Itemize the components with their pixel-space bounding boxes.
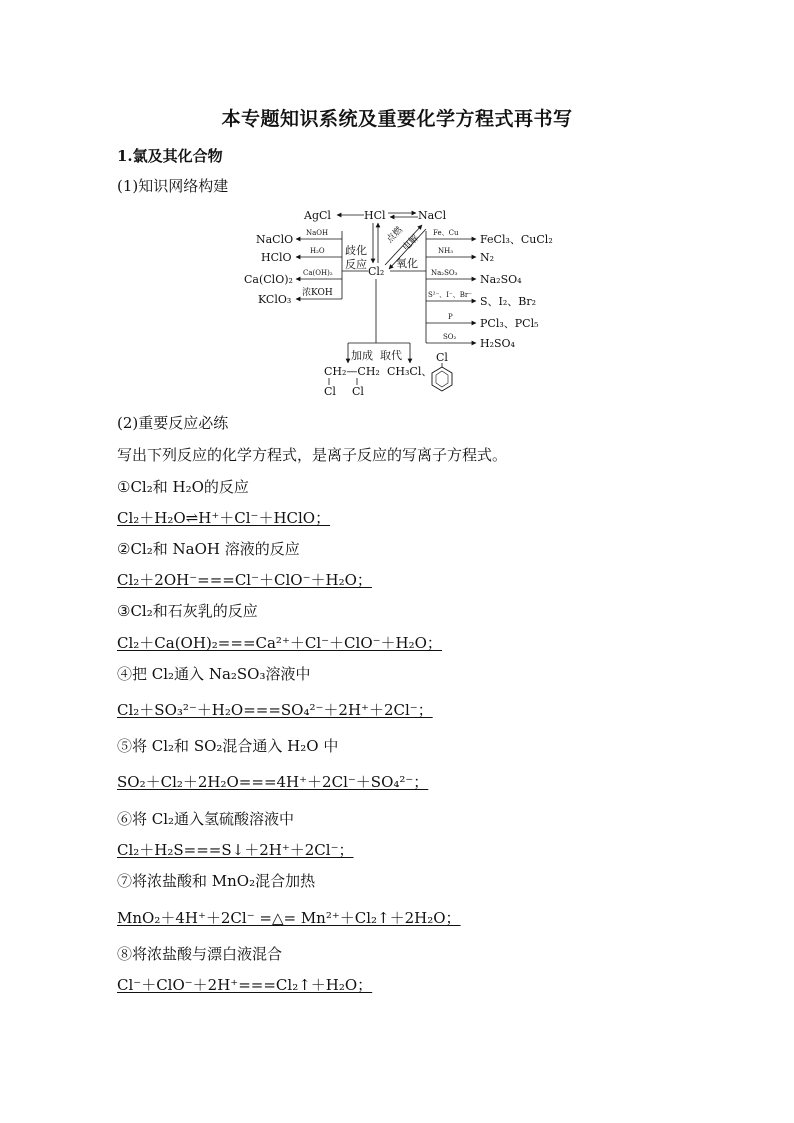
- right-product-3: Na₂SO₄: [480, 273, 522, 286]
- right-reagent-1: Fe、Cu: [433, 229, 459, 237]
- right-product-4: S、I₂、Br₂: [480, 295, 537, 308]
- subsection-heading-practice: (2)重要反应必练: [117, 414, 229, 432]
- left-product-4: KClO₃: [258, 293, 292, 306]
- left-product-3: Ca(ClO)₂: [244, 273, 293, 286]
- left-product-2: HClO: [261, 251, 292, 264]
- right-product-1: FeCl₃、CuCl₂: [480, 233, 553, 246]
- right-reagent-5: P: [448, 313, 453, 321]
- electrolysis-label: 电解: [401, 233, 421, 254]
- disproportion-label-1: 歧化: [345, 244, 367, 257]
- section-heading: 1.氯及其化合物: [117, 147, 223, 165]
- page-title: 本专题知识系统及重要化学方程式再书写: [221, 108, 573, 130]
- right-product-5: PCl₃、PCl₅: [480, 317, 539, 330]
- reaction-title-8: ⑧将浓盐酸与漂白液混合: [117, 945, 283, 963]
- reaction-title-6: ⑥将 Cl₂通入氢硫酸溶液中: [117, 810, 295, 828]
- right-product-6: H₂SO₄: [480, 337, 515, 350]
- reaction-title-3: ③Cl₂和石灰乳的反应: [117, 602, 258, 620]
- right-reagent-3: Na₂SO₃: [431, 269, 458, 277]
- cl2-center: Cl₂: [368, 265, 385, 278]
- nacl-label: NaCl: [418, 209, 447, 222]
- ignite-label: 点燃: [385, 225, 405, 246]
- chlorobenzene-cl: Cl: [436, 351, 448, 364]
- substitution-label: 取代: [380, 349, 402, 362]
- disproportion-label-2: 反应: [345, 258, 367, 271]
- addition-label: 加成: [351, 349, 373, 362]
- right-reagent-4: S²⁻、I⁻、Br⁻: [428, 291, 472, 299]
- reaction-equation-4: Cl₂＋SO₃²⁻＋H₂O===SO₄²⁻＋2H⁺＋2Cl⁻；: [117, 701, 433, 719]
- subsection-heading-network: (1)知识网络构建: [117, 177, 229, 195]
- left-reagent-2: H₂O: [310, 247, 325, 255]
- network-svg: [240, 203, 560, 403]
- left-reagent-3: Ca(OH)₂: [303, 269, 333, 277]
- benzene-ring: [432, 367, 452, 391]
- reaction-equation-3: Cl₂＋Ca(OH)₂===Ca²⁺＋Cl⁻＋ClO⁻＋H₂O；: [117, 634, 442, 652]
- reaction-equation-8: Cl⁻＋ClO⁻＋2H⁺===Cl₂↑＋H₂O；: [117, 976, 373, 994]
- oxidation-label: 氧化: [396, 257, 418, 270]
- hcl-label: HCl: [364, 209, 386, 222]
- right-product-2: N₂: [480, 251, 495, 264]
- left-reagent-1: NaOH: [306, 229, 329, 237]
- dichloroethane-cl-b: Cl: [352, 385, 364, 398]
- reaction-title-5: ⑤将 Cl₂和 SO₂混合通入 H₂O 中: [117, 737, 339, 755]
- dichloroethane-chain: CH₂—CH₂: [324, 365, 380, 378]
- reaction-title-7: ⑦将浓盐酸和 MnO₂混合加热: [117, 872, 316, 890]
- right-reagent-2: NH₃: [438, 247, 454, 255]
- reaction-equation-2: Cl₂＋2OH⁻===Cl⁻＋ClO⁻＋H₂O；: [117, 571, 372, 589]
- reaction-equation-1: Cl₂＋H₂O⇌H⁺＋Cl⁻＋HClO；: [117, 509, 331, 527]
- left-product-1: NaClO: [256, 233, 294, 246]
- reaction-equation-7: MnO₂＋4H⁺＋2Cl⁻ =△= Mn²⁺＋Cl₂↑＋2H₂O；: [117, 909, 461, 927]
- reaction-equation-6: Cl₂＋H₂S===S↓＋2H⁺＋2Cl⁻；: [117, 841, 354, 859]
- agcl-label: AgCl: [304, 209, 331, 222]
- left-reagent-4: 浓KOH: [302, 288, 333, 298]
- reaction-title-4: ④把 Cl₂通入 Na₂SO₃溶液中: [117, 665, 311, 683]
- reaction-equation-5: SO₂＋Cl₂＋2H₂O===4H⁺＋2Cl⁻＋SO₄²⁻；: [117, 773, 429, 791]
- reaction-title-2: ②Cl₂和 NaOH 溶液的反应: [117, 540, 300, 558]
- chlorine-knowledge-network-diagram: [240, 203, 560, 403]
- right-reagent-6: SO₂: [443, 333, 457, 341]
- dichloroethane-cl-a: Cl: [324, 385, 336, 398]
- instruction: 写出下列反应的化学方程式，是离子反应的写离子方程式。: [117, 446, 508, 464]
- reaction-title-1: ①Cl₂和 H₂O的反应: [117, 478, 249, 496]
- chloromethane-label: CH₃Cl、: [387, 365, 433, 378]
